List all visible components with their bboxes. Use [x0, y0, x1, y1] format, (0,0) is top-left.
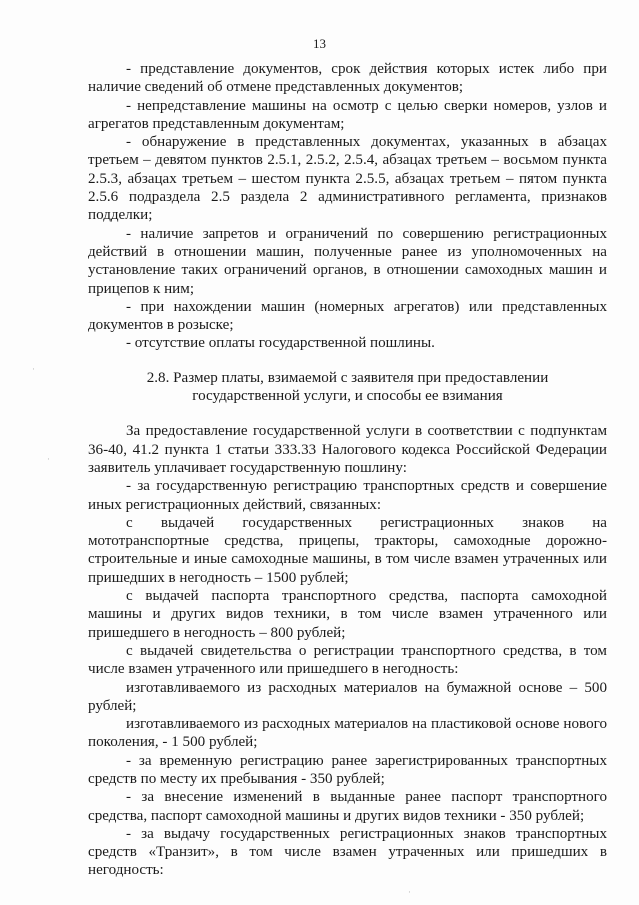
- paragraph-plastic-certificate-fee: изготавливаемого из расходных материалов на пластиковой основе нового поколения, - 1 500 рублей;: [88, 716, 607, 751]
- paragraph-fee-intro: За предоставление государственной услуги в соответствии с подпунктам 36-40, 41.2 пункта 1 статьи 333.33 Налогового кодекса Российской Федерации заявитель уплачивает государственную пошлину:: [88, 423, 607, 476]
- scan-speck: ·: [47, 455, 50, 465]
- paragraph-plates-fee: с выдачей государственных регистрационных знаков на мототранспортные средства, прицепы, тракторы, самоходные дорожно-строительные и иные самоходные машины, в том числе взамен утраченных или пришедших в негодность – 1500 рублей;: [88, 514, 607, 586]
- paragraph-restrictions: - наличие запретов и ограничений по совершению регистрационных действий в отношении машин, полученные ранее из уполномоченных на установление таких ограничений органов, в отношении самоходных машин и прицепов к ним;: [88, 225, 607, 297]
- paragraph-changes-fee: - за внесение изменений в выданные ранее паспорт транспортного средства, паспорт самоходной машины и других видов техники - 350 рублей;: [88, 789, 607, 824]
- paragraph-certificate-fee: с выдачей свидетельства о регистрации транспортного средства, в том числе взамен утраченного или пришедшего в негодность:: [88, 642, 607, 678]
- paragraph-forgery-signs: - обнаружение в представленных документах, указанных в абзацах третьем – девятом пунктов 2.5.1, 2.5.2, 2.5.4, абзацах третьем – восьмом пункта 2.5.3, абзацах третьем – шестом пункта 2.5.5, абзацах третьем – пятом пункта 2.5.6 подраздела 2.5 раздела 2 административного регламента, признаков подделки;: [88, 134, 607, 224]
- paragraph-wanted-list: - при нахождении машин (номерных агрегатов) или представленных документов в розыске;: [88, 298, 607, 334]
- paragraph-temporary-registration-fee: - за временную регистрацию ранее зарегистрированных транспортных средств по месту их пребывания - 350 рублей;: [88, 752, 607, 787]
- paragraph-registration-fee: - за государственную регистрацию транспортных средств и совершение иных регистрационных действий, связанных:: [88, 478, 607, 513]
- paragraph-passport-fee: с выдачей паспорта транспортного средства, паспорта самоходной машины и других видов техники, в том числе взамен утраченного или пришедшего в негодность – 800 рублей;: [88, 588, 607, 641]
- scan-speck: ·: [408, 888, 411, 898]
- page-number: 13: [313, 36, 326, 51]
- paragraph-paper-certificate-fee: изготавливаемого из расходных материалов на бумажной основе – 500 рублей;: [88, 679, 607, 714]
- section-heading: 2.8. Размер платы, взимаемой с заявителя при предоставлении государственной услуги, и способы ее взимания: [146, 369, 549, 405]
- document-body: [88, 60, 607, 880]
- paragraph-no-fee-payment: - отсутствие оплаты государственной пошлины.: [126, 335, 435, 352]
- paragraph-expired-documents: - представление документов, срок действия которых истек либо при наличие сведений об отмене представленных документов;: [88, 61, 607, 96]
- scan-speck: ·: [32, 365, 35, 375]
- paragraph-no-inspection: - непредставление машины на осмотр с целью сверки номеров, узлов и агрегатов представленным документам;: [88, 97, 607, 132]
- paragraph-transit-plates-fee: - за выдачу государственных регистрационных знаков транспортных средств «Транзит», в том числе взамен утраченных или пришедших в негодность:: [88, 825, 607, 879]
